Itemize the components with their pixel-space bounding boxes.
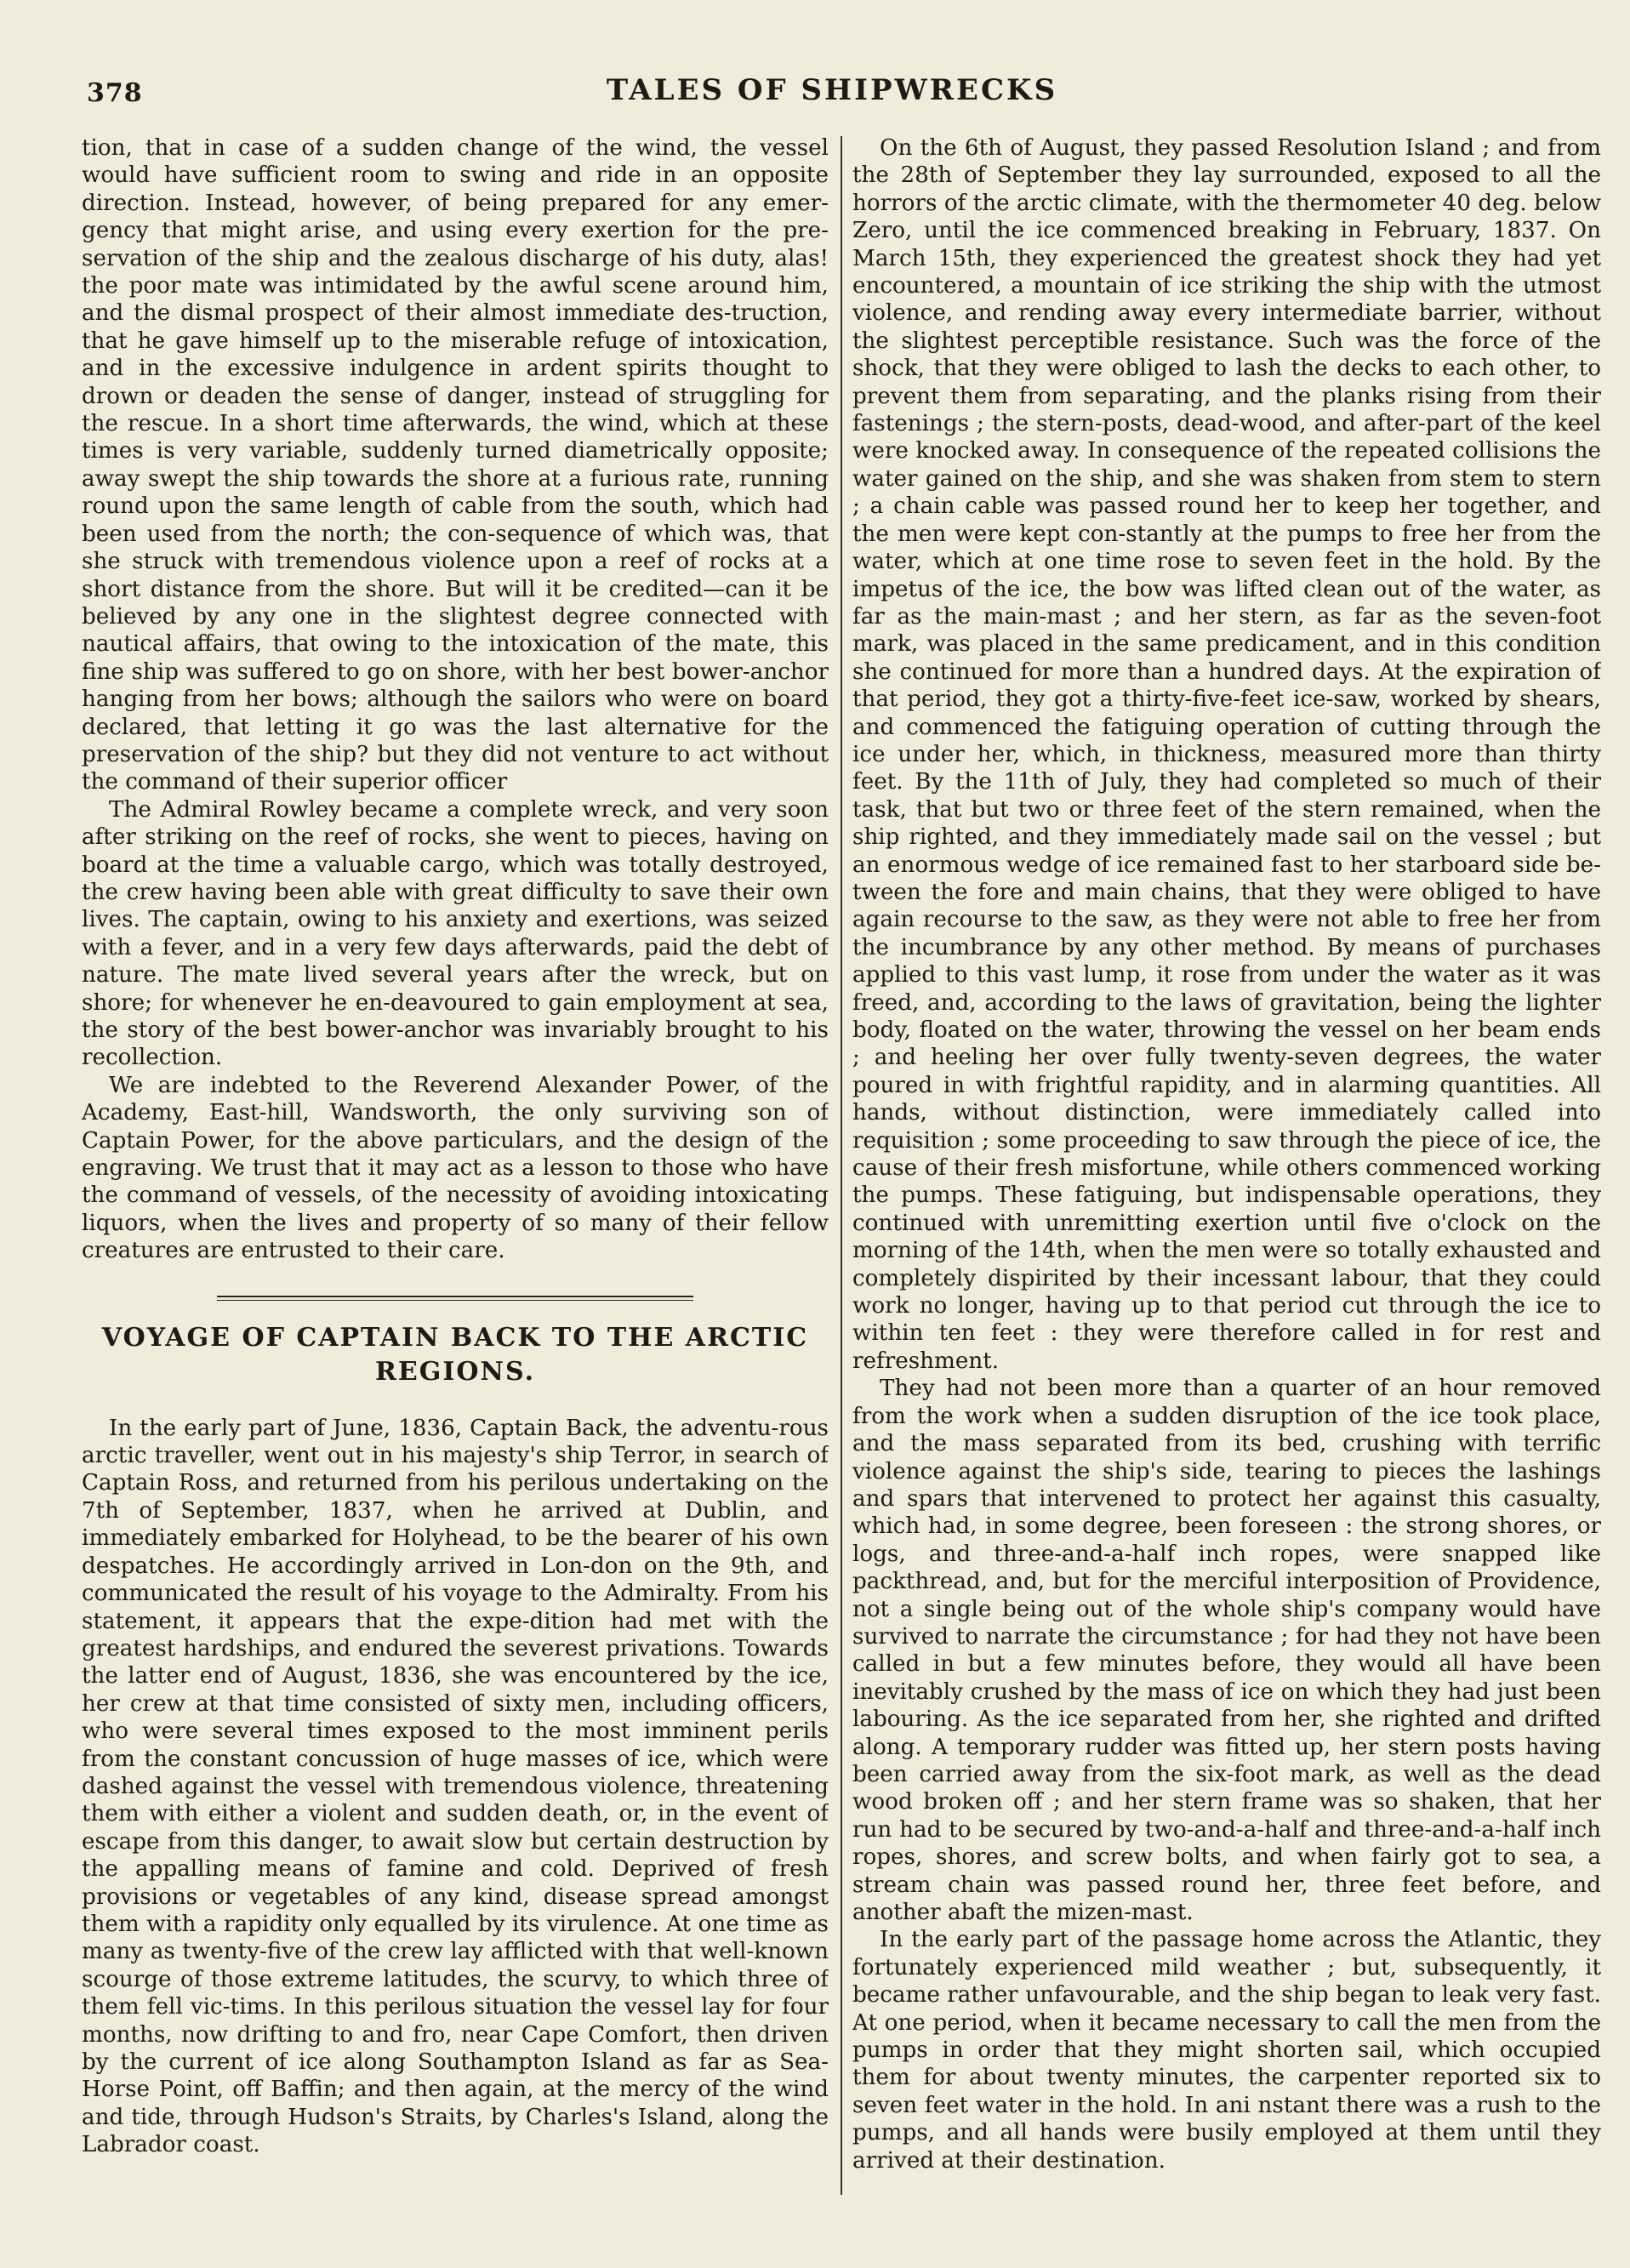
paragraph: In the early part of June, 1836, Captain Back, the adventu-rous arctic traveller, went out in his majesty's ship Terror, in search of Captain Ross, and returned from his perilous undertaking on the 7th of September, 1837, when he arrived at Dublin, and immediately embarked for Holyhead, to be the bearer of his own despatches. He accordingly arrived in Lon-don on the 9th, and communicated the result of his voyage to the Admiralty. From his statement, it appears that the expe-dition had met with the greatest hardships, and endured the severest privations. Towards the latter end of August, 1836, she was encountered by the ice, her crew at that time consisted of sixty men, including officers, who were several times exposed to the most imminent perils from the constant concussion of huge masses of ice, which were dashed against the vessel with tremendous violence, threatening them with either a violent and sudden death, or, in the event of escape from this danger, to await slow but certain destruction by the appalling means of famine and cold. Deprived of fresh provisions or vegetables of any kind, disease spread amongst them with a rapidity only equalled by its virulence. At one time as many as twenty-five of the crew lay afflicted with that well-known scourge of those extreme latitudes, the scurvy, to which three of them fell vic-tims. In this perilous situation the vessel lay for four months, now drifting to and fro, near Cape Comfort, then driven by the current of ice along Southampton Island as far as Sea-Horse Point, off Baffin; and then again, at the mercy of the wind and tide, through Hudson's Straits, by Charles's Island, along the Labrador coast. (82, 1415, 829, 2158)
paragraph: We are indebted to the Reverend Alexander Power, of the Academy, East-hill, Wandsworth, the only surviving son of Captain Power, for the above particulars, and the design of the engraving. We trust that it may act as a lesson to those who have the command of vessels, of the necessity of avoiding intoxicating liquors, when the lives and property of so many of their fellow creatures are entrusted to their care. (82, 1072, 829, 1264)
paragraph: tion, that in case of a sudden change of the wind, the vessel would have sufficient room to swing and ride in an opposite direction. Instead, however, of being prepared for any emer-gency that might arise, and using every exertion for the pre-servation of the ship and the zealous discharge of his duty, alas! the poor mate was intimidated by the awful scene around him, and the dismal prospect of their almost immediate des-truction, that he gave himself up to the miserable refuge of intoxication, and in the excessive indulgence in ardent spirits thought to drown or deaden the sense of danger, instead of struggling for the rescue. In a short time afterwards, the wind, which at these times is very variable, suddenly turned diametrically opposite; away swept the ship towards the shore at a furious rate, running round upon the same length of cable from the south, which had been used from the north; the con-sequence of which was, that she struck with tremendous violence upon a reef of rocks at a short distance from the shore. But will it be credited—can it be believed by any one in the slightest degree connected with nautical affairs, that owing to the intoxication of the mate, this fine ship was suffered to go on shore, with her best bower-anchor hanging from her bows; although the sailors who were on board declared, that letting it go was the last alternative for the preservation of the ship? but they did not venture to act without the command of their superior officer (82, 135, 829, 795)
paragraph: In the early part of the passage home across the Atlantic, they fortunately experienced mild weather ; but, subsequently, it became rather unfavourable, and the ship began to leak very fast. At one period, when it became necessary to call the men from the pumps in order that they might shorten sail, which occupied them for about twenty minutes, the carpenter reported six to seven feet water in the hold. In ani nstant there was a rush to the pumps, and all hands were busily employed at them until they arrived at their destination. (852, 1927, 1601, 2174)
page-number: 378 (87, 78, 143, 108)
paragraph: They had not been more than a quarter of an hour removed from the work when a sudden disruption of the ice took place, and the mass separated from its bed, crushing with terrific violence against the ship's side, tearing to pieces the lashings and spars that intervened to protect her against this casualty, which had, in some degree, been foreseen : the strong shores, or logs, and three-and-a-half inch ropes, were snapped like packthread, and, but for the merciful interposition of Providence, not a single being out of the whole ship's company would have survived to narrate the circumstance ; for had they not have been called in but a few minutes before, they would all have been inevitably crushed by the mass of ice on which they had just been labouring. As the ice separated from her, she righted and drifted along. A temporary rudder was fitted up, her stern posts having been carried away from the six-foot mark, as well as the dead wood broken off ; and her stern frame was so shaken, that her run had to be secured by two-and-a-half and three-and-a-half inch ropes, shores, and screw bolts, and when fairly got to sea, a stream chain was passed round her, three feet before, and another abaft the mizen-mast. (852, 1376, 1601, 1925)
section-divider (217, 1296, 693, 1301)
column-divider (841, 136, 842, 2195)
running-title: TALES OF SHIPWRECKS (606, 73, 1058, 107)
right-column (852, 134, 1601, 2176)
left-column (82, 134, 829, 2176)
paragraph: The Admiral Rowley became a complete wreck, and very soon after striking on the reef of rocks, she went to pieces, having on board at the time a valuable cargo, which was totally destroyed, the crew having been able with great difficulty to save their own lives. The captain, owing to his anxiety and exertions, was seized with a fever, and in a very few days afterwards, paid the debt of nature. The mate lived several years after the wreck, but on shore; for whenever he en-deavoured to gain employment at sea, the story of the best bower-anchor was invariably brought to his recollection. (82, 796, 829, 1071)
paragraph: On the 6th of August, they passed Resolution Island ; and from the 28th of September they lay surrounded, exposed to all the horrors of the arctic climate, with the thermometer 40 deg. below Zero, until the ice commenced breaking in February, 1837. On March 15th, they experienced the greatest shock they had yet encountered, a mountain of ice striking the ship with the utmost violence, and rending away every intermediate barrier, without the slightest perceptible resistance. Such was the force of the shock, that they were obliged to lash the decks to each other, to prevent them from separating, and the planks rising from their fastenings ; the stern-posts, dead-wood, and after-part of the keel were knocked away. In consequence of the repeated collisions the water gained on the ship, and she was shaken from stem to stern ; a chain cable was passed round her to keep her together, and the men were kept con-stantly at the pumps to free her from the water, which at one time rose to seven feet in the hold. By the impetus of the ice, the bow was lifted clean out of the water, as far as the main-mast ; and her stern, as far as the seven-foot mark, was placed in the same predicament, and in this condition she continued for more than a hundred days. At the expiration of that period, they got a thirty-five-feet ice-saw, worked by shears, and commenced the fatiguing operation of cutting through the ice under her, which, in thickness, measured more than thirty feet. By the 11th of July, they had completed so much of their task, that but two or three feet of the stern remained, when the ship righted, and they immediately made sail on the vessel ; but an enormous wedge of ice remained fast to her starboard side be-tween the fore and main chains, that they were obliged to have again recourse to the saw, as they were not able to free her from the incumbrance by any other method. By means of purchases applied to this vast lump, it rose from under the water as it was freed, and, according to the laws of gravitation, being the lighter body, floated on the water, throwing the vessel on her beam ends ; and heeling her over fully twenty-seven degrees, the water poured in with frightful rapidity, and in alarming quantities. All hands, without distinction, were immediately called into requisition ; some proceeding to saw through the piece of ice, the cause of their fresh misfortune, while others commenced working the pumps. These fatiguing, but indispensable operations, they continued with unremitting exertion until five o'clock on the morning of the 14th, when the men were so totally exhausted and completely dispirited by their incessant labour, that they could work no longer, having up to that period cut through the ice to within ten feet : they were therefore called in for rest and refreshment. (852, 135, 1601, 1374)
section-title: VOYAGE OF CAPTAIN BACK TO THE ARCTIC REGIONS. (101, 1322, 809, 1387)
